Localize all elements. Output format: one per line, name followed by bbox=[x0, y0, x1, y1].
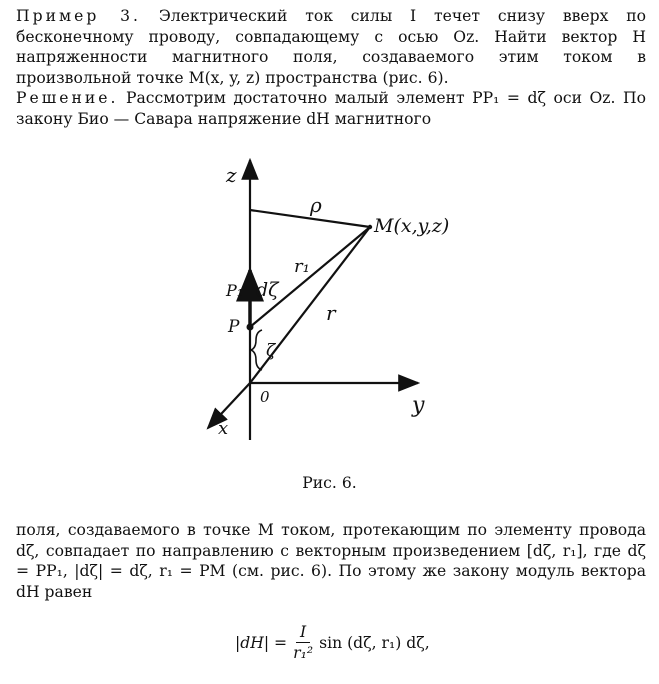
r1-vector bbox=[250, 227, 370, 327]
problem-paragraph bbox=[16, 6, 646, 88]
label-z: z bbox=[226, 163, 237, 187]
formula-fraction bbox=[293, 622, 313, 663]
label-dzeta: dζ bbox=[256, 279, 279, 301]
solution-paragraph bbox=[16, 88, 646, 129]
label-p: P bbox=[228, 317, 240, 337]
formula-lhs: |dH| = bbox=[235, 633, 288, 652]
problem-heading: Пример 3. bbox=[16, 7, 141, 25]
label-r1: r₁ bbox=[294, 256, 310, 277]
formula-denominator: r₁² bbox=[293, 644, 314, 662]
point-m bbox=[368, 225, 372, 229]
label-m: M(x,y,z) bbox=[374, 215, 450, 237]
label-r: r bbox=[326, 301, 336, 325]
label-x: x bbox=[218, 418, 229, 439]
point-p bbox=[247, 324, 254, 331]
label-zeta: ζ bbox=[266, 341, 276, 361]
formula-rhs: sin (dζ, r₁) dζ, bbox=[319, 633, 430, 652]
zeta-brace bbox=[251, 330, 262, 370]
x-axis bbox=[208, 383, 250, 428]
label-y: y bbox=[412, 393, 425, 418]
formula-numerator: I bbox=[296, 622, 310, 643]
label-rho: ρ bbox=[310, 193, 322, 217]
solution-text: Рассмотрим достаточно малый элемент PP₁ = dζ оси Oz. По закону Био — Савара напряжение dH магнитного bbox=[16, 89, 646, 128]
label-origin: 0 bbox=[260, 388, 270, 406]
solution-heading: Решение. bbox=[16, 89, 119, 107]
figure-caption: Рис. 6. bbox=[302, 474, 357, 492]
figure-6 bbox=[190, 150, 480, 470]
continuation-paragraph: поля, создаваемого в точке M током, протекающим по элементу провода dζ, совпадает по направлению с векторным произведением [dζ, r₁], где dζ = PP₁, |dζ| = dζ, r₁ = PM (см. рис. 6). По этому же закону модуль вектора dH равен bbox=[16, 521, 646, 601]
formula bbox=[235, 622, 430, 663]
problem-text: Электрический ток силы I течет снизу вверх по бесконечному проводу, совпадающему с осью Oz. Найти вектор H напряженности магнитного поля, создаваемого этим током в произвольной точке M(x, y, z) пространства (рис. 6). bbox=[16, 7, 646, 87]
label-p1: P₁ bbox=[226, 281, 244, 300]
